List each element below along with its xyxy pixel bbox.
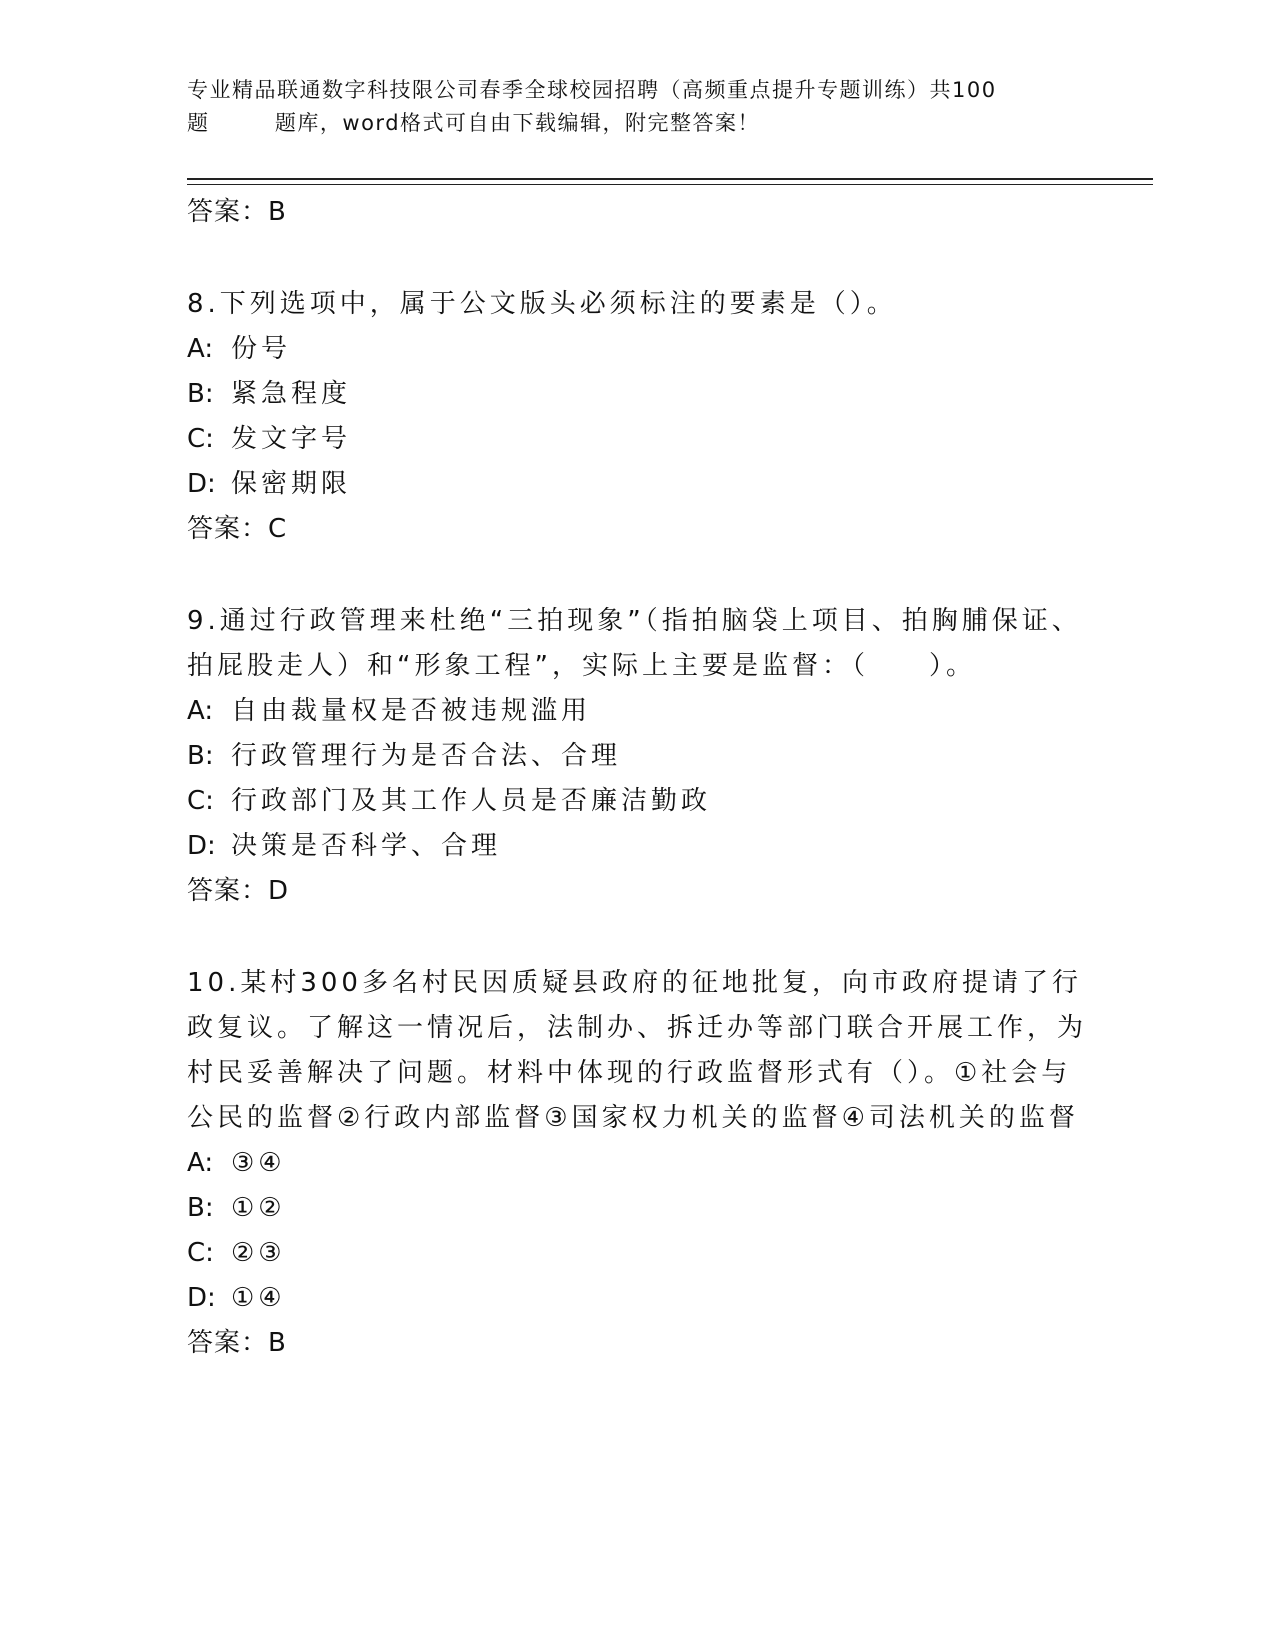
option-text: 行政管理行为是否合法、合理 [231,741,622,771]
question-stem: 9.通过行政管理来杜绝“三拍现象”（指拍脑袋上项目、拍胸脯保证、拍屁股走人）和“形象工程”，实际上主要是监督：（ ）。 [187,606,1082,681]
option-c [187,779,1087,824]
option-letter: D: [187,1283,216,1313]
option-letter: C: [187,424,214,454]
header-title-line-2: 题 题库，word格式可自由下载编辑，附完整答案！ [187,111,761,135]
question-answer: 答案：C [187,514,288,544]
option-c [187,417,1087,462]
option-d [187,1276,1087,1321]
option-a [187,1141,1087,1186]
question-block-10 [187,961,1087,1365]
option-text: ①④ [231,1283,286,1313]
option-letter: A: [187,1148,214,1178]
option-d [187,824,1087,869]
header-title-line-1: 专业精品联通数字科技限公司春季全球校园招聘（高频重点提升专题训练）共100 [187,78,997,102]
option-text: 行政部门及其工作人员是否廉洁勤政 [231,786,712,816]
option-a [187,327,1087,372]
header-divider-thick [187,178,1153,180]
option-letter: A: [187,696,214,726]
option-text: 保密期限 [231,469,352,499]
option-b [187,734,1087,779]
option-a [187,689,1087,734]
question-content [187,190,1087,1365]
option-d [187,462,1087,507]
option-letter: B: [187,741,214,771]
option-c [187,1231,1087,1276]
previous-question-answer: 答案：B [187,197,287,227]
option-letter: A: [187,334,214,364]
option-b [187,372,1087,417]
question-stem: 10.某村300多名村民因质疑县政府的征地批复，向市政府提请了行政复议。了解这一情况后，法制办、拆迁办等部门联合开展工作，为村民妥善解决了问题。材料中体现的行政监督形式有（）。①社会与公民的监督②行政内部监督③国家权力机关的监督④司法机关的监督 [187,968,1088,1133]
document-header [187,74,1087,140]
option-text: ①② [231,1193,286,1223]
spacer [187,913,1087,961]
question-stem: 8.下列选项中，属于公文版头必须标注的要素是（）。 [187,289,897,319]
option-text: 决策是否科学、合理 [231,831,502,861]
option-text: 发文字号 [231,424,352,454]
header-divider-thin [187,184,1153,185]
option-text: 自由裁量权是否被违规滥用 [231,696,592,726]
question-answer: 答案：B [187,1328,287,1358]
option-letter: C: [187,1238,214,1268]
question-block-9 [187,599,1087,913]
option-letter: B: [187,1193,214,1223]
option-text: 紧急程度 [231,379,352,409]
spacer [187,551,1087,599]
question-answer: 答案：D [187,876,290,906]
option-b [187,1186,1087,1231]
option-letter: B: [187,379,214,409]
spacer [187,234,1087,282]
question-block-8 [187,282,1087,551]
option-letter: C: [187,786,214,816]
option-text: ③④ [231,1148,286,1178]
option-text: ②③ [231,1238,286,1268]
option-text: 份号 [231,334,292,364]
option-letter: D: [187,469,216,499]
option-letter: D: [187,831,216,861]
